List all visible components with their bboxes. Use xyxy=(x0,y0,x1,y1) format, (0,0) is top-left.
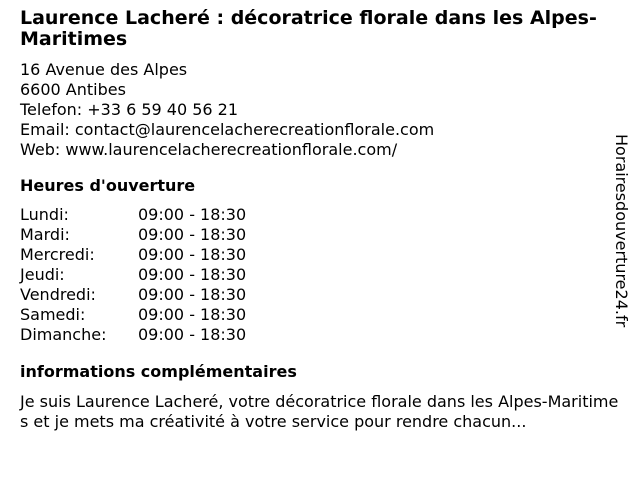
day-label: Mardi: xyxy=(20,225,70,244)
hours-row-monday xyxy=(20,205,620,225)
hours-row-saturday xyxy=(20,305,620,325)
time-range: 09:00 - 18:30 xyxy=(138,265,247,284)
hours-row-tuesday xyxy=(20,225,620,245)
day-label: Vendredi: xyxy=(20,285,96,304)
city: 6600 Antibes xyxy=(20,80,126,99)
page-title: Laurence Lacheré : décoratrice florale dans les Alpes-Maritimes xyxy=(20,7,597,50)
additional-info-text: Je suis Laurence Lacheré, votre décoratrice florale dans les Alpes-Maritimes et je mets ma créativité à votre service pour rendre chacun... xyxy=(20,392,619,431)
additional-info-heading: informations complémentaires xyxy=(20,362,297,381)
hours-row-sunday xyxy=(20,325,620,345)
day-label: Dimanche: xyxy=(20,325,107,344)
day-label: Samedi: xyxy=(20,305,86,324)
time-range: 09:00 - 18:30 xyxy=(138,245,247,264)
hours-row-wednesday xyxy=(20,245,620,265)
opening-hours-list xyxy=(20,205,620,345)
day-label: Lundi: xyxy=(20,205,69,224)
time-range: 09:00 - 18:30 xyxy=(138,205,247,224)
business-card xyxy=(20,8,620,432)
opening-hours-heading: Heures d'ouverture xyxy=(20,176,196,195)
email-address: Email: contact@laurencelacherecreationflorale.com xyxy=(20,120,435,139)
time-range: 09:00 - 18:30 xyxy=(138,225,247,244)
day-label: Mercredi: xyxy=(20,245,95,264)
phone-number: Telefon: +33 6 59 40 56 21 xyxy=(20,100,239,119)
day-label: Jeudi: xyxy=(20,265,65,284)
hours-row-thursday xyxy=(20,265,620,285)
time-range: 09:00 - 18:30 xyxy=(138,305,247,324)
hours-row-friday xyxy=(20,285,620,305)
website: Web: www.laurencelacherecreationflorale.com/ xyxy=(20,140,398,159)
street-address: 16 Avenue des Alpes xyxy=(20,60,188,79)
time-range: 09:00 - 18:30 xyxy=(138,285,247,304)
time-range: 09:00 - 18:30 xyxy=(138,325,247,344)
site-watermark: Horairesdouverture24.fr xyxy=(612,134,631,328)
address-block xyxy=(20,60,620,160)
